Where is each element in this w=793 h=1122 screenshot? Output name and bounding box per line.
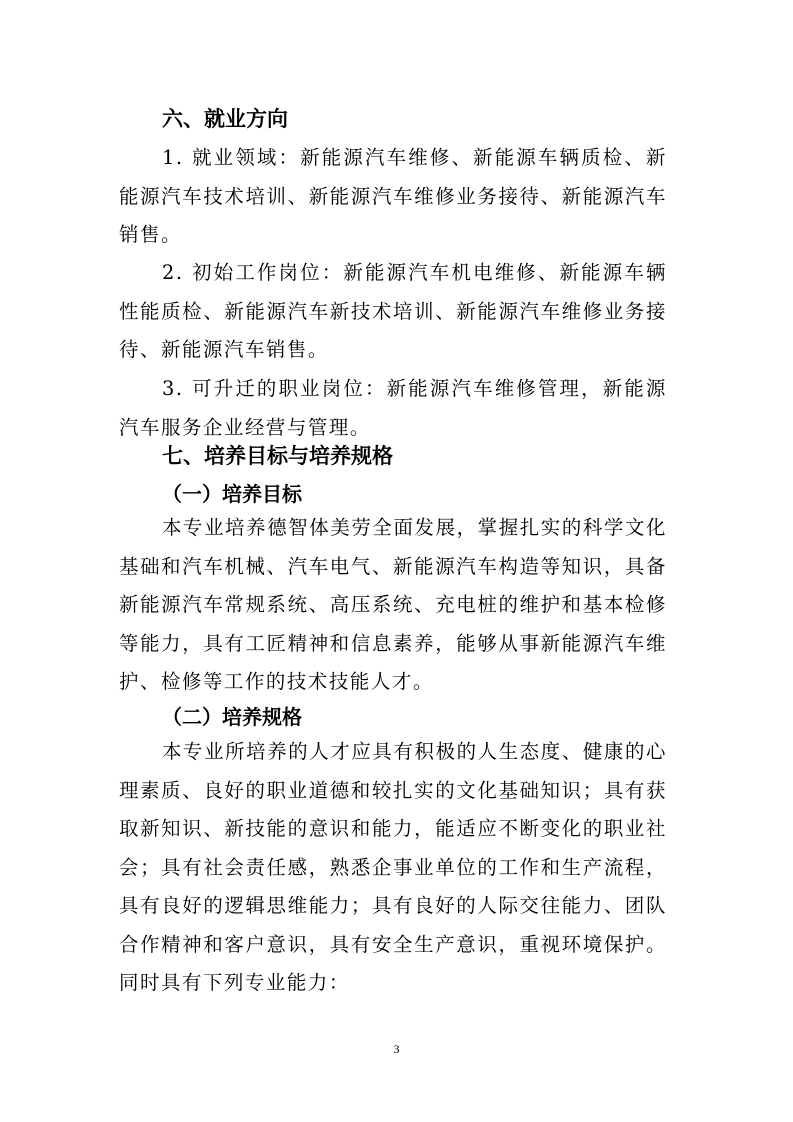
subheading-spec: （二）培养规格: [162, 705, 302, 729]
employment-item-3: 3. 可升迁的职业岗位：新能源汽车维修管理，新能源汽车服务企业经营与管理。: [119, 377, 667, 439]
employment-item-1: 1. 就业领域：新能源汽车维修、新能源车辆质检、新能源汽车技术培训、新能源汽车维修业务接待、新能源汽车销售。: [119, 146, 667, 246]
section-heading-goals: 七、培养目标与培养规格: [162, 444, 393, 468]
page-number: 3: [393, 1042, 400, 1056]
section-heading-employment: 六、就业方向: [162, 107, 288, 131]
subheading-goal: （一）培养目标: [162, 482, 302, 506]
employment-item-2: 2. 初始工作岗位：新能源汽车机电维修、新能源车辆性能质检、新能源汽车新技术培训、新能源汽车维修业务接待、新能源汽车销售。: [119, 261, 667, 361]
goal-paragraph: 本专业培养德智体美劳全面发展，掌握扎实的科学文化基础和汽车机械、汽车电气、新能源汽车构造等知识，具备新能源汽车常规系统、高压系统、充电桩的维护和基本检修等能力，具有工匠精神和信息素养，能够从事新能源汽车维护、检修等工作的技术技能人才。: [119, 516, 667, 693]
spec-paragraph: 本专业所培养的人才应具有积极的人生态度、健康的心理素质、良好的职业道德和较扎实的文化基础知识；具有获取新知识、新技能的意识和能力，能适应不断变化的职业社会；具有社会责任感，熟悉企事业单位的工作和生产流程，具有良好的逻辑思维能力；具有良好的人际交往能力、团队合作精神和客户意识，具有安全生产意识，重视环境保护。同时具有下列专业能力：: [119, 740, 667, 994]
